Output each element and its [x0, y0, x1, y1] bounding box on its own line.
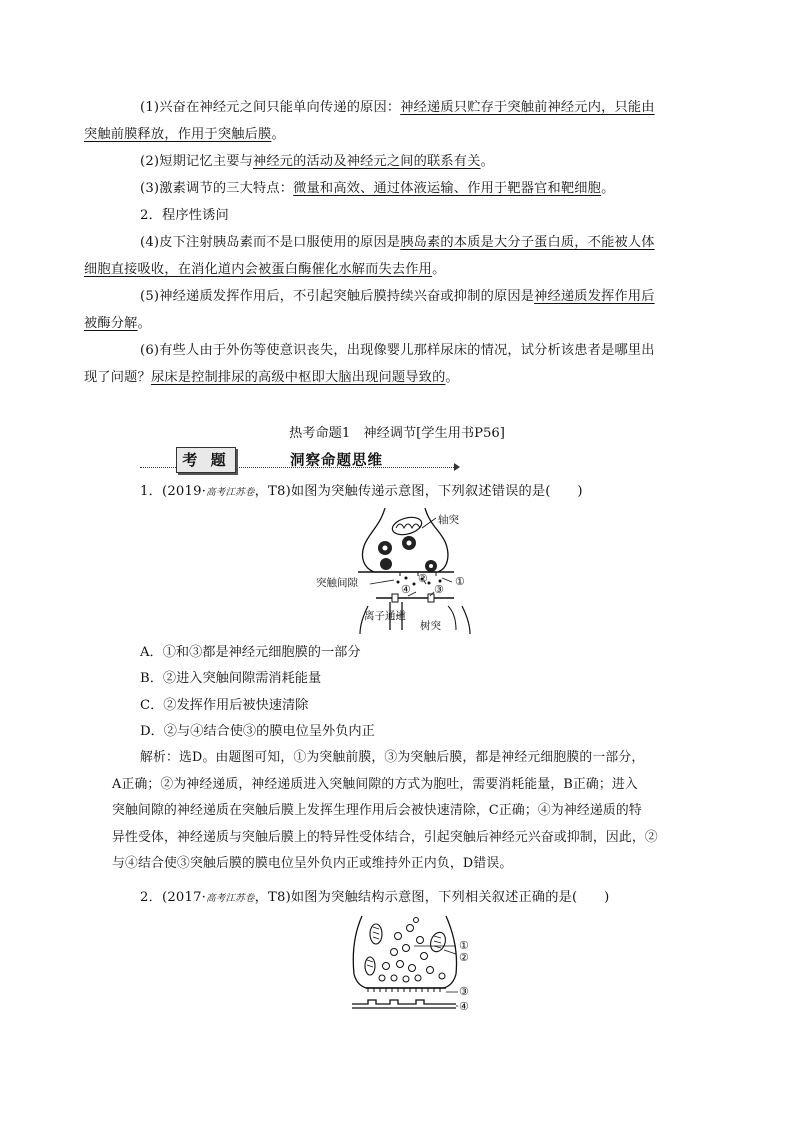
review-item-4: (4)皮下注射胰岛素而不是口服使用的原因是胰岛素的本质是大分子蛋白质，不能被人体 细胞直接吸收，在消化道内会被蛋白酶催化水解而失去作用。 [84, 235, 655, 277]
label-axon: 轴突 [438, 514, 459, 526]
answer-1-cont: 突触前膜释放，作用于突触后膜 [84, 127, 272, 142]
answer-4-cont: 细胞直接吸收，在消化道内会被蛋白酶催化水解而失去作用 [84, 262, 433, 277]
review-item-3: (3)激素调节的三大特点：微量和高效、通过体液运输、作用于靶器官和靶细胞。 [140, 181, 615, 196]
label-n1: ① [455, 575, 465, 588]
section-banner [140, 445, 460, 475]
section-heading-2: 2．程序性诱问 [140, 208, 229, 223]
option-a: A．①和③都是神经元细胞膜的一部分 [140, 645, 361, 660]
label-n4: ④ [401, 583, 411, 596]
label-q2-n3: ③ [459, 985, 469, 998]
review-item-2: (2)短期记忆主要与神经元的活动及神经元之间的联系有关。 [140, 154, 494, 169]
option-b: B．②进入突触间隙需消耗能量 [140, 671, 322, 686]
answer-1: 神经递质只贮存于突触前神经元内，只能由 [400, 100, 655, 115]
option-d: D．②与④结合使③的膜电位呈外负内正 [140, 724, 375, 739]
topic-title: 热考命题1 神经调节[学生用书P56] [289, 426, 505, 441]
banner-arrow-icon [454, 463, 460, 471]
analysis: 解析：选D。由题图可知，①为突触前膜，③为突触后膜，都是神经元细胞膜的一部分， A正确；②为神经递质，神经递质进入突触间隙的方式为胞吐，需要消耗能量，B正确；进入 突触间隙的神经递质在突触后膜上发挥生理作用后会被快速清除，C正确；④为神经递质的特 异性受体，神经递质与突触后膜上的特异性受体结合，引起突触后神经元兴奋或抑制，因此，② 与④结合使③突触后膜的膜电位呈外负内正或维持外正内负，D错误。 [112, 750, 658, 871]
label-n2: ② [418, 572, 428, 585]
answer-4: 胰岛素的本质是大分子蛋白质，不能被人体 [400, 235, 655, 250]
label-q2-n1: ① [459, 939, 469, 952]
label-q2-n4: ④ [459, 1000, 469, 1013]
review-item-6: (6)有些人由于外伤等使意识丧失，出现像婴儿那样尿床的情况，试分析该患者是哪里出 现了问题？尿床是控制排尿的高级中枢即大脑出现问题导致的。 [84, 343, 655, 385]
answer-5: 神经递质发挥作用后 [534, 289, 655, 304]
answer-2: 神经元的活动及神经元之间的联系有关 [253, 154, 481, 169]
answer-5-cont: 被酶分解 [84, 316, 138, 331]
label-channel: 离子通道 [364, 610, 406, 622]
question-2-stem: 2．(2017·高考江苏卷，T8)如图为突触结构示意图，下列相关叙述正确的是( ) [140, 890, 610, 905]
review-item-1: (1)兴奋在神经元之间只能单向传递的原因：神经递质只贮存于突触前神经元内，只能由 突触前膜释放，作用于突触后膜。 [84, 100, 655, 142]
option-c: C．②发挥作用后被快速清除 [140, 698, 309, 713]
answer-6: 尿床是控制排尿的高级中枢即大脑出现问题导致的 [150, 370, 446, 385]
label-q2-n2: ② [459, 951, 469, 964]
synapse-diagram-2 [346, 914, 476, 1018]
question-1-stem: 1．(2019·高考江苏卷，T8)如图为突触传递示意图，下列叙述错误的是( ) [140, 484, 583, 499]
banner-title: 洞察命题思维 [290, 453, 383, 469]
label-n3: ③ [434, 583, 444, 596]
label-dendrite: 树突 [420, 620, 441, 632]
review-item-5: (5)神经递质发挥作用后，不引起突触后膜持续兴奋或抑制的原因是神经递质发挥作用后 被酶分解。 [84, 289, 655, 331]
label-cleft: 突触间隙 [316, 577, 358, 589]
banner-tag: 考 题 [176, 447, 236, 473]
answer-3: 微量和高效、通过体液运输、作用于靶器官和靶细胞 [293, 181, 602, 196]
